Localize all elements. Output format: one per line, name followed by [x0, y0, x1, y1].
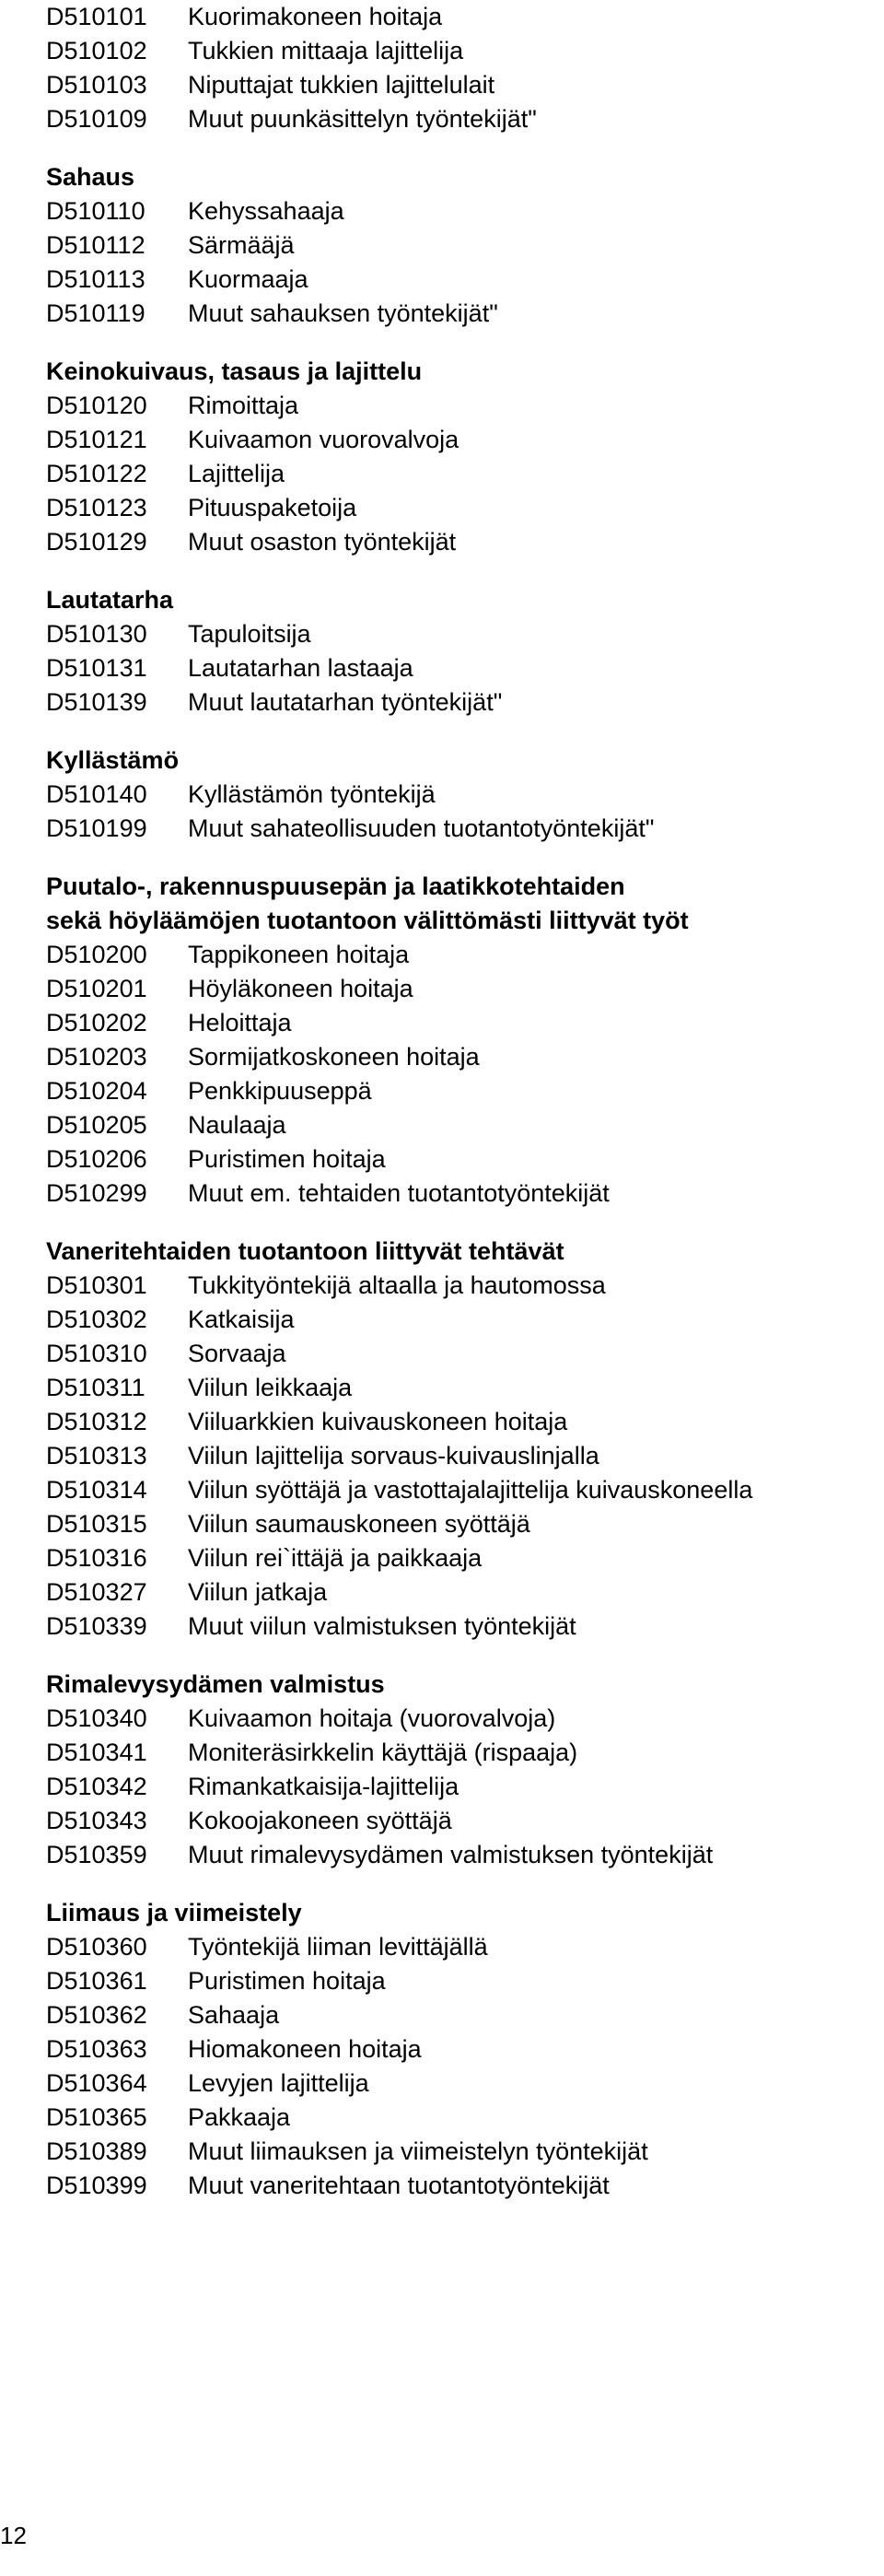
- occupation-code: D510315: [46, 1510, 147, 1538]
- occupation-code: D510399: [46, 2172, 147, 2199]
- occupation-title: Särmääjä: [188, 231, 295, 259]
- occupation-code: D510340: [46, 1704, 147, 1732]
- list-item: [46, 1108, 875, 1142]
- occupation-code: D510311: [46, 1374, 145, 1401]
- occupation-code: D510139: [46, 688, 147, 716]
- list-item: [46, 1838, 875, 1872]
- occupation-title: Työntekijä liiman levittäjällä: [188, 1933, 488, 1961]
- occupation-title: Viilun lajittelija sorvaus-kuivauslinjalla: [188, 1442, 599, 1469]
- occupation-title: Moniteräsirkkelin käyttäjä (rispaaja): [188, 1739, 578, 1766]
- occupation-code: D510121: [46, 426, 147, 453]
- occupation-code: D510389: [46, 2137, 147, 2165]
- section-heading: Puutalo-, rakennuspuusepän ja laatikkotehtaiden: [46, 872, 625, 900]
- occupation-title: Heloittaja: [188, 1009, 292, 1036]
- occupation-code: D510110: [46, 197, 145, 225]
- list-item: [46, 1371, 875, 1405]
- list-item: [46, 1473, 875, 1507]
- list-item: [46, 651, 875, 685]
- list-item: [46, 1702, 875, 1736]
- occupation-code: D510129: [46, 528, 147, 556]
- list-item: [46, 423, 875, 457]
- list-item: [46, 1074, 875, 1108]
- list-item: [46, 2067, 875, 2101]
- occupation-title: Viilun rei`ittäjä ja paikkaaja: [188, 1544, 483, 1572]
- list-item: [46, 1964, 875, 1998]
- occupation-title: Tappikoneen hoitaja: [188, 941, 410, 968]
- occupation-title: Kyllästämön työntekijä: [188, 780, 436, 808]
- occupation-title: Penkkipuuseppä: [188, 1077, 372, 1105]
- occupation-code: D510314: [46, 1476, 147, 1504]
- occupation-title: Kehyssahaaja: [188, 197, 344, 225]
- occupation-code: D510140: [46, 780, 147, 808]
- occupation-title: Hiomakoneen hoitaja: [188, 2035, 422, 2063]
- occupation-code: D510302: [46, 1306, 147, 1333]
- list-item: [46, 1177, 875, 1211]
- occupation-code: D510199: [46, 814, 147, 842]
- occupation-title: Sahaaja: [188, 2001, 280, 2029]
- section-heading: Sahaus: [46, 163, 135, 191]
- section: [46, 744, 875, 846]
- occupation-code: D510206: [46, 1145, 147, 1173]
- occupation-code: D510310: [46, 1340, 147, 1367]
- occupation-title: Viilun jatkaja: [188, 1578, 328, 1606]
- list-item: [46, 617, 875, 651]
- list-item: [46, 938, 875, 972]
- section-heading: Lautatarha: [46, 586, 174, 614]
- occupation-code: D510112: [46, 231, 145, 259]
- occupation-title: Muut sahauksen työntekijät": [188, 299, 498, 327]
- occupation-title: Muut liimauksen ja viimeistelyn työntekijät: [188, 2137, 648, 2165]
- occupation-code: D510316: [46, 1544, 147, 1572]
- occupation-code: D510361: [46, 1967, 147, 1995]
- occupation-title: Puristimen hoitaja: [188, 1967, 386, 1995]
- occupation-code: D510120: [46, 392, 147, 419]
- occupation-title: Sorvaaja: [188, 1340, 286, 1367]
- occupation-title: Viilun saumauskoneen syöttäjä: [188, 1510, 530, 1538]
- occupation-title: Tapuloitsija: [188, 620, 311, 648]
- list-item: [46, 34, 875, 68]
- occupation-title: Kokoojakoneen syöttäjä: [188, 1807, 452, 1834]
- occupation-code: D510103: [46, 71, 147, 99]
- list-item: [46, 1610, 875, 1644]
- occupation-title: Muut rimalevysydämen valmistuksen työntekijät: [188, 1841, 714, 1868]
- occupation-code: D510123: [46, 494, 147, 521]
- list-item: [46, 263, 875, 297]
- list-item: [46, 1770, 875, 1804]
- page-number: 12: [0, 2522, 27, 2549]
- occupation-title: Muut sahateollisuuden tuotantotyöntekijät": [188, 814, 655, 842]
- list-item: [46, 297, 875, 331]
- occupation-title: Muut puunkäsittelyn työntekijät": [188, 105, 537, 133]
- occupation-code: D510301: [46, 1271, 147, 1299]
- occupation-title: Muut osaston työntekijät: [188, 528, 457, 556]
- occupation-code: D510201: [46, 975, 147, 1002]
- occupation-code: D510200: [46, 941, 147, 968]
- list-item: [46, 1575, 875, 1610]
- occupation-title: Muut vaneritehtaan tuotantotyöntekijät: [188, 2172, 610, 2199]
- list-item: [46, 1439, 875, 1473]
- list-item: [46, 1040, 875, 1074]
- occupation-title: Muut em. tehtaiden tuotantotyöntekijät: [188, 1179, 610, 1207]
- occupation-code: D510109: [46, 105, 147, 133]
- occupation-code: D510342: [46, 1773, 147, 1800]
- section-heading: Rimalevysydämen valmistus: [46, 1670, 385, 1698]
- occupation-title: Pituuspaketoija: [188, 494, 357, 521]
- section-heading: Vaneritehtaiden tuotantoon liittyvät tehtävät: [46, 1237, 564, 1265]
- occupation-code: D510360: [46, 1933, 147, 1961]
- section: [46, 870, 875, 1211]
- occupation-code: D510299: [46, 1179, 147, 1207]
- occupation-title: Pakkaaja: [188, 2103, 291, 2131]
- section-heading: Liimaus ja viimeistely: [46, 1899, 302, 1926]
- list-item: [46, 1337, 875, 1371]
- occupation-title: Kuivaamon hoitaja (vuorovalvoja): [188, 1704, 556, 1732]
- list-item: [46, 1269, 875, 1303]
- list-item: [46, 2032, 875, 2067]
- occupation-code: D510312: [46, 1408, 147, 1435]
- occupation-code: D510101: [46, 3, 147, 30]
- occupation-code: D510202: [46, 1009, 147, 1036]
- section: [46, 355, 875, 559]
- list-item: [46, 457, 875, 491]
- list-item: [46, 1142, 875, 1177]
- occupation-code: D510365: [46, 2103, 147, 2131]
- occupation-code: D510204: [46, 1077, 147, 1105]
- occupation-title: Katkaisija: [188, 1306, 295, 1333]
- section: [46, 1896, 875, 2203]
- list-item: [46, 2135, 875, 2169]
- list-item: [46, 2169, 875, 2203]
- list-item: [46, 0, 875, 34]
- list-item: [46, 1303, 875, 1337]
- occupation-code: D510205: [46, 1111, 147, 1139]
- occupation-code: D510341: [46, 1739, 147, 1766]
- occupation-title: Sormijatkoskoneen hoitaja: [188, 1043, 480, 1071]
- occupation-code: D510339: [46, 1612, 147, 1640]
- occupation-code: D510327: [46, 1578, 147, 1606]
- occupation-code: D510359: [46, 1841, 147, 1868]
- list-item: [46, 812, 875, 846]
- section: [46, 160, 875, 331]
- occupation-title: Viilun leikkaaja: [188, 1374, 353, 1401]
- list-item: [46, 685, 875, 720]
- occupation-title: Rimoittaja: [188, 392, 299, 419]
- list-item: [46, 1736, 875, 1770]
- occupation-title: Levyjen lajittelija: [188, 2069, 369, 2097]
- occupation-code: D510203: [46, 1043, 147, 1071]
- occupation-code-list: [46, 0, 875, 2227]
- occupation-title: Lajittelija: [188, 460, 285, 487]
- occupation-title: Niputtajat tukkien lajittelulait: [188, 71, 495, 99]
- list-item: [46, 1405, 875, 1439]
- occupation-title: Lautatarhan lastaaja: [188, 654, 413, 682]
- occupation-code: D510313: [46, 1442, 147, 1469]
- list-item: [46, 1998, 875, 2032]
- list-item: [46, 1541, 875, 1575]
- list-item: [46, 1930, 875, 1964]
- occupation-code: D510362: [46, 2001, 147, 2029]
- occupation-title: Viilun syöttäjä ja vastottajalajittelija kuivauskoneella: [188, 1476, 753, 1504]
- occupation-code: D510102: [46, 37, 147, 64]
- list-item: [46, 778, 875, 812]
- occupation-title: Rimankatkaisija-lajittelija: [188, 1773, 459, 1800]
- section: [46, 583, 875, 720]
- occupation-code: D510343: [46, 1807, 147, 1834]
- occupation-title: Naulaaja: [188, 1111, 286, 1139]
- occupation-title: Muut viilun valmistuksen työntekijät: [188, 1612, 576, 1640]
- occupation-title: Tukkien mittaaja lajittelija: [188, 37, 464, 64]
- occupation-code: D510364: [46, 2069, 147, 2097]
- section-heading: Keinokuivaus, tasaus ja lajittelu: [46, 357, 423, 385]
- occupation-title: Puristimen hoitaja: [188, 1145, 386, 1173]
- list-item: [46, 194, 875, 228]
- occupation-code: D510363: [46, 2035, 147, 2063]
- list-item: [46, 1804, 875, 1838]
- list-item: [46, 102, 875, 136]
- occupation-title: Tukkityöntekijä altaalla ja hautomossa: [188, 1271, 606, 1299]
- occupation-code: D510130: [46, 620, 147, 648]
- list-item: [46, 1507, 875, 1541]
- list-item: [46, 2101, 875, 2135]
- occupation-code: D510113: [46, 265, 145, 293]
- section: [46, 1235, 875, 1644]
- occupation-title: Höyläkoneen hoitaja: [188, 975, 413, 1002]
- occupation-title: Muut lautatarhan työntekijät": [188, 688, 503, 716]
- list-item: [46, 68, 875, 102]
- list-item: [46, 972, 875, 1006]
- occupation-code: D510119: [46, 299, 145, 327]
- list-item: [46, 389, 875, 423]
- occupation-code: D510131: [46, 654, 147, 682]
- occupation-title: Kuorimakoneen hoitaja: [188, 3, 443, 30]
- occupation-title: Viiluarkkien kuivauskoneen hoitaja: [188, 1408, 568, 1435]
- list-item: [46, 228, 875, 263]
- occupation-title: Kuormaaja: [188, 265, 308, 293]
- occupation-code: D510122: [46, 460, 147, 487]
- list-item: [46, 491, 875, 525]
- section-heading: Kyllästämö: [46, 746, 180, 774]
- occupation-title: Kuivaamon vuorovalvoja: [188, 426, 459, 453]
- list-item: [46, 525, 875, 559]
- section: [46, 0, 875, 136]
- section: [46, 1668, 875, 1872]
- section-heading: sekä höyläämöjen tuotantoon välittömästi liittyvät työt: [46, 907, 689, 934]
- list-item: [46, 1006, 875, 1040]
